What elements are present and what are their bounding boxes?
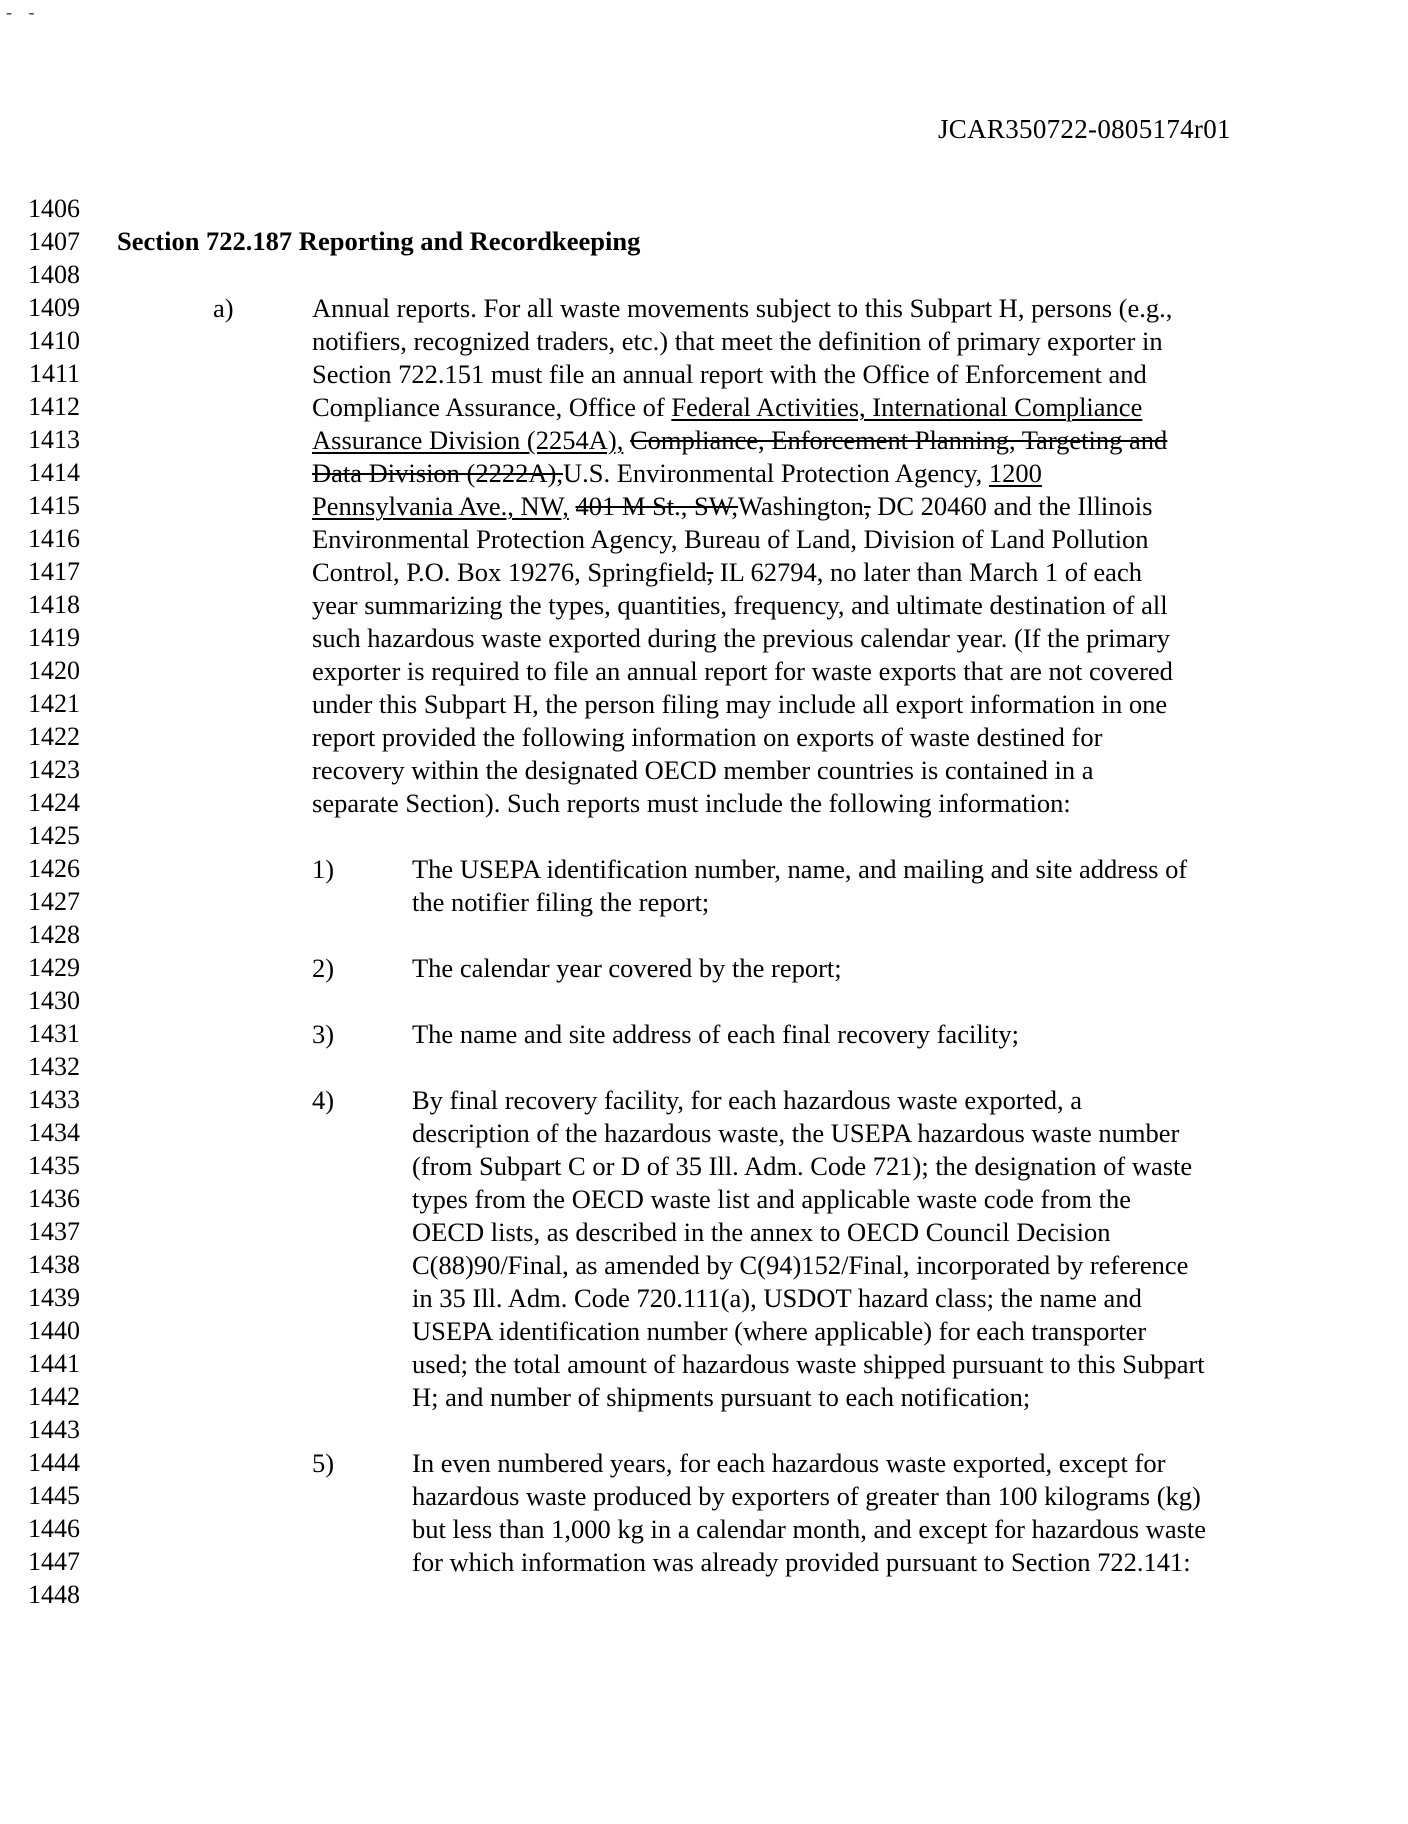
- line-number: 1436: [28, 1184, 80, 1213]
- line-number: 1416: [28, 524, 80, 553]
- line-number: 1414: [28, 458, 80, 487]
- line-number: 1445: [28, 1481, 80, 1510]
- text-line: OECD lists, as described in the annex to OECD Council Decision: [412, 1217, 1111, 1247]
- plain-text: Compliance Assurance, Office of: [312, 392, 672, 422]
- item-label: 3): [312, 1019, 335, 1049]
- text-line: [312, 557, 1142, 588]
- text-line: under this Subpart H, the person filing may include all export information in one: [312, 689, 1168, 719]
- text-line: hazardous waste produced by exporters of greater than 100 kilograms (kg): [412, 1481, 1201, 1511]
- line-number: 1429: [28, 953, 80, 982]
- header-marks: - -: [6, 2, 41, 22]
- line-number: 1441: [28, 1349, 80, 1378]
- text-line: In even numbered years, for each hazardous waste exported, except for: [412, 1448, 1166, 1478]
- line-number: 1408: [28, 260, 80, 289]
- line-number: 1412: [28, 392, 80, 421]
- line-number: 1437: [28, 1217, 80, 1246]
- item-label: 1): [312, 854, 335, 884]
- subsection-label: a): [213, 293, 234, 323]
- line-number: 1415: [28, 491, 80, 520]
- line-number: 1424: [28, 788, 80, 817]
- text-line: used; the total amount of hazardous waste shipped pursuant to this Subpart: [412, 1349, 1205, 1379]
- line-number: 1417: [28, 557, 80, 586]
- text-line: Section 722.151 must file an annual report with the Office of Enforcement and: [312, 359, 1147, 389]
- line-number: 1434: [28, 1118, 80, 1147]
- text-line: exporter is required to file an annual report for waste exports that are not covered: [312, 656, 1173, 686]
- line-number: 1440: [28, 1316, 80, 1345]
- line-number: 1448: [28, 1580, 80, 1609]
- text-line: [312, 425, 1167, 456]
- text-line: By final recovery facility, for each hazardous waste exported, a: [412, 1085, 1083, 1115]
- line-number: 1438: [28, 1250, 80, 1279]
- text-line: The calendar year covered by the report;: [412, 953, 842, 983]
- inserted-text: Federal Activities, International Compliance: [671, 392, 1143, 422]
- line-number: 1407: [28, 227, 80, 256]
- section-title: Section 722.187 Reporting and Recordkeeping: [117, 226, 641, 256]
- document-id: JCAR350722-0805174r01: [938, 114, 1231, 144]
- text-line: but less than 1,000 kg in a calendar month, and except for hazardous waste: [412, 1514, 1207, 1544]
- line-number: 1413: [28, 425, 80, 454]
- line-number: 1425: [28, 821, 80, 850]
- line-number: 1430: [28, 986, 80, 1015]
- line-number: 1433: [28, 1085, 80, 1114]
- text-line: [312, 458, 1042, 489]
- text-line: Annual reports. For all waste movements subject to this Subpart H, persons (e.g.,: [312, 293, 1173, 323]
- line-number: 1431: [28, 1019, 80, 1048]
- line-number: 1426: [28, 854, 80, 883]
- deleted-text: ,: [706, 557, 714, 587]
- text-line: separate Section). Such reports must include the following information:: [312, 788, 1071, 818]
- text-line: [312, 392, 1142, 423]
- text-line: in 35 Ill. Adm. Code 720.111(a), USDOT hazard class; the name and: [412, 1283, 1142, 1313]
- line-number: 1427: [28, 887, 80, 916]
- text-line: the notifier filing the report;: [412, 887, 710, 917]
- line-number: 1443: [28, 1415, 80, 1444]
- line-number: 1411: [28, 359, 80, 388]
- plain-text: Washington: [737, 491, 864, 521]
- deleted-text: Data Division (2222A),: [312, 458, 563, 488]
- text-line: C(88)90/Final, as amended by C(94)152/Final, incorporated by reference: [412, 1250, 1189, 1280]
- item-label: 2): [312, 953, 335, 983]
- line-number: 1439: [28, 1283, 80, 1312]
- text-line: The USEPA identification number, name, and mailing and site address of: [412, 854, 1188, 884]
- text-line: report provided the following information on exports of waste destined for: [312, 722, 1103, 752]
- line-number: 1406: [28, 194, 80, 223]
- text-line: [312, 491, 1152, 522]
- line-number: 1432: [28, 1052, 80, 1081]
- text-line: notifiers, recognized traders, etc.) that meet the definition of primary exporter in: [312, 326, 1163, 356]
- plain-text: DC 20460 and the Illinois: [870, 491, 1153, 521]
- text-line: such hazardous waste exported during the previous calendar year. (If the primary: [312, 623, 1170, 653]
- text-line: (from Subpart C or D of 35 Ill. Adm. Code 721); the designation of waste: [412, 1151, 1193, 1181]
- line-number: 1442: [28, 1382, 80, 1411]
- inserted-text: Assurance Division (2254A),: [312, 425, 624, 455]
- text-line: types from the OECD waste list and applicable waste code from the: [412, 1184, 1131, 1214]
- text-line: The name and site address of each final recovery facility;: [412, 1019, 1020, 1049]
- line-number: 1422: [28, 722, 80, 751]
- line-number: 1418: [28, 590, 80, 619]
- item-label: 4): [312, 1085, 335, 1115]
- text-line: USEPA identification number (where applicable) for each transporter: [412, 1316, 1147, 1346]
- text-line: for which information was already provided pursuant to Section 722.141:: [412, 1547, 1191, 1577]
- line-number: 1435: [28, 1151, 80, 1180]
- line-number: 1421: [28, 689, 80, 718]
- item-label: 5): [312, 1448, 335, 1478]
- line-number: 1444: [28, 1448, 80, 1477]
- line-number: 1447: [28, 1547, 80, 1576]
- line-number: 1410: [28, 326, 80, 355]
- text-line: description of the hazardous waste, the USEPA hazardous waste number: [412, 1118, 1180, 1148]
- text-line: year summarizing the types, quantities, frequency, and ultimate destination of all: [312, 590, 1168, 620]
- line-number: 1419: [28, 623, 80, 652]
- text-line: H; and number of shipments pursuant to each notification;: [412, 1382, 1031, 1412]
- line-number: 1446: [28, 1514, 80, 1543]
- deleted-text: Compliance, Enforcement Planning, Targeting and: [629, 425, 1168, 455]
- text-line: Environmental Protection Agency, Bureau of Land, Division of Land Pollution: [312, 524, 1149, 554]
- text-line: recovery within the designated OECD member countries is contained in a: [312, 755, 1094, 785]
- plain-text: IL 62794, no later than March 1 of each: [713, 557, 1142, 587]
- line-number: 1428: [28, 920, 80, 949]
- inserted-text: 1200: [988, 458, 1042, 488]
- inserted-text: Pennsylvania Ave., NW,: [312, 491, 569, 521]
- line-number: 1409: [28, 293, 80, 322]
- deleted-text: ,: [863, 491, 871, 521]
- line-number: 1420: [28, 656, 80, 685]
- plain-text: U.S. Environmental Protection Agency,: [562, 458, 989, 488]
- line-number: 1423: [28, 755, 80, 784]
- plain-text: Control, P.O. Box 19276, Springfield: [312, 557, 707, 587]
- deleted-text: 401 M St., SW,: [575, 491, 738, 521]
